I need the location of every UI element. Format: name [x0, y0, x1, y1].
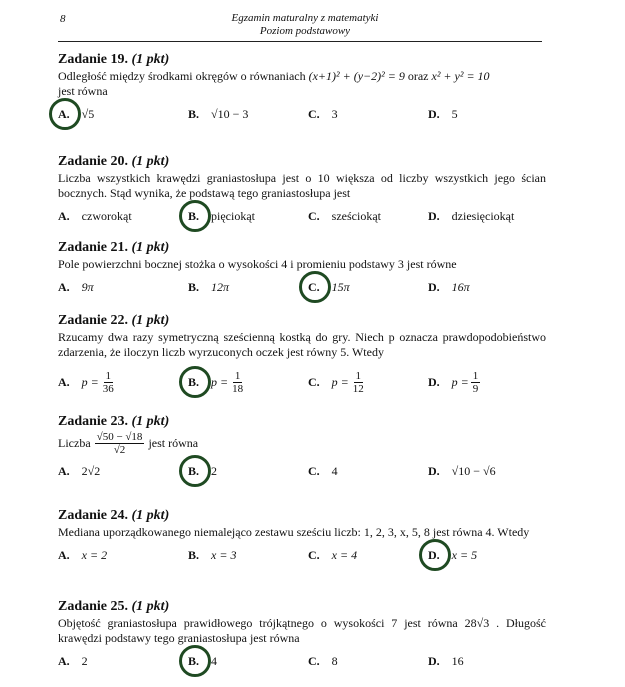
answer-d[interactable]: D. 5	[428, 107, 458, 121]
selected-answer-circle	[179, 645, 211, 677]
answer-d[interactable]: D. dziesięciokąt	[428, 209, 515, 223]
task-text: Rzucamy dwa razy symetryczną sześcienną kostką do gry. Niech p oznacza prawdopodobieństwo zdarzenia, że iloczyn liczb wyrzuconych oczek jest równy 5. Wtedy	[58, 330, 546, 359]
answer-options	[58, 546, 546, 568]
answer-b[interactable]: B. pięciokąt	[188, 209, 255, 224]
page-number: 8	[60, 13, 66, 25]
task-title: Zadanie 25. (1 pkt)	[58, 599, 170, 614]
task-text: Liczba wszystkich krawędzi graniastosłupa jest o 10 większa od liczby wszystkich jego ścian bocznych. Stąd wynika, że podstawą tego graniastosłupa jest	[58, 171, 546, 200]
answer-a[interactable]: A. 9π	[58, 280, 94, 294]
answer-d[interactable]: D. √10 − √6	[428, 464, 496, 478]
answer-b[interactable]: B. 12π	[188, 280, 230, 294]
answer-c[interactable]: C. 4	[308, 464, 338, 478]
task-title: Zadanie 21. (1 pkt)	[58, 240, 170, 255]
task-20	[58, 154, 546, 229]
answer-options	[58, 368, 546, 398]
answer-d[interactable]: D. 16π	[428, 280, 470, 294]
selected-answer-circle	[299, 271, 331, 303]
header-title-line1: Egzamin maturalny z matematyki	[231, 12, 379, 24]
task-text: Liczba $\frac{√50 - √18}{√2}$ jest równa	[58, 431, 199, 456]
answer-d[interactable]: D. x = 5	[428, 548, 477, 563]
answer-b[interactable]: B. p = $\frac{1}{18}$	[188, 370, 247, 395]
selected-answer-circle	[49, 98, 81, 130]
header-title-line2: Poziom podstawowy	[259, 25, 351, 37]
task-23	[58, 414, 546, 484]
answer-c[interactable]: C. p = $\frac{1}{12}$	[308, 370, 364, 395]
equation-2: x² + y² = 10	[431, 69, 490, 83]
task-text: Pole powierzchni bocznej stożka o wysokości 4 i promieniu podstawy 3 jest równe	[58, 257, 457, 271]
task-text: Odległość między środkami okręgów o równaniach (x+1)² + (y−2)² = 9 oraz x² + y² = 10 jest równa	[58, 69, 490, 98]
selected-answer-circle	[419, 539, 451, 571]
answer-b[interactable]: B. 2	[188, 464, 217, 479]
answer-c[interactable]: C. 15π	[308, 280, 350, 295]
task-19	[58, 52, 546, 127]
answer-options	[58, 207, 546, 229]
page-header	[180, 12, 430, 38]
task-24	[58, 508, 546, 568]
task-title: Zadanie 22. (1 pkt)	[58, 313, 170, 328]
task-title: Zadanie 24. (1 pkt)	[58, 508, 170, 523]
task-text: Objętość graniastosłupa prawidłowego trójkątnego o wysokości 7 jest równa 28√3 . Długość krawędzi podstawy tego graniastosłupa jest równa	[58, 616, 546, 645]
answer-options	[58, 462, 546, 484]
task-title: Zadanie 19. (1 pkt)	[58, 52, 170, 67]
task-title: Zadanie 23. (1 pkt)	[58, 414, 170, 429]
answer-a[interactable]: A. √5	[58, 107, 94, 122]
answer-c[interactable]: C. 3	[308, 107, 338, 121]
answer-a[interactable]: A. p = $\frac{1}{36}$	[58, 370, 114, 395]
task-21	[58, 240, 546, 300]
answer-c[interactable]: C. x = 4	[308, 548, 358, 562]
answer-a[interactable]: A. czworokąt	[58, 209, 132, 223]
answer-options	[58, 652, 546, 674]
answer-b[interactable]: B. x = 3	[188, 548, 237, 562]
task-text: Mediana uporządkowanego niemalejąco zestawu sześciu liczb: 1, 2, 3, x, 5, 8 jest równa 4. Wtedy	[58, 525, 530, 539]
equation-1: (x+1)² + (y−2)² = 9	[308, 69, 405, 83]
answer-options	[58, 278, 546, 300]
answer-d[interactable]: D. p = $\frac{1}{9}$	[428, 370, 479, 395]
answer-a[interactable]: A. 2√2	[58, 464, 101, 478]
answer-a[interactable]: A. 2	[58, 654, 88, 668]
answer-options	[58, 105, 546, 127]
selected-answer-circle	[179, 200, 211, 232]
selected-answer-circle	[179, 455, 211, 487]
selected-answer-circle	[179, 366, 211, 398]
task-25	[58, 599, 546, 674]
answer-c[interactable]: C. sześciokąt	[308, 209, 381, 223]
header-divider	[58, 41, 542, 42]
answer-b[interactable]: B. √10 − 3	[188, 107, 249, 121]
answer-d[interactable]: D. 16	[428, 654, 464, 668]
answer-a[interactable]: A. x = 2	[58, 548, 108, 562]
task-22	[58, 313, 546, 398]
answer-b[interactable]: B. 4	[188, 654, 217, 669]
answer-c[interactable]: C. 8	[308, 654, 338, 668]
task-title: Zadanie 20. (1 pkt)	[58, 154, 170, 169]
